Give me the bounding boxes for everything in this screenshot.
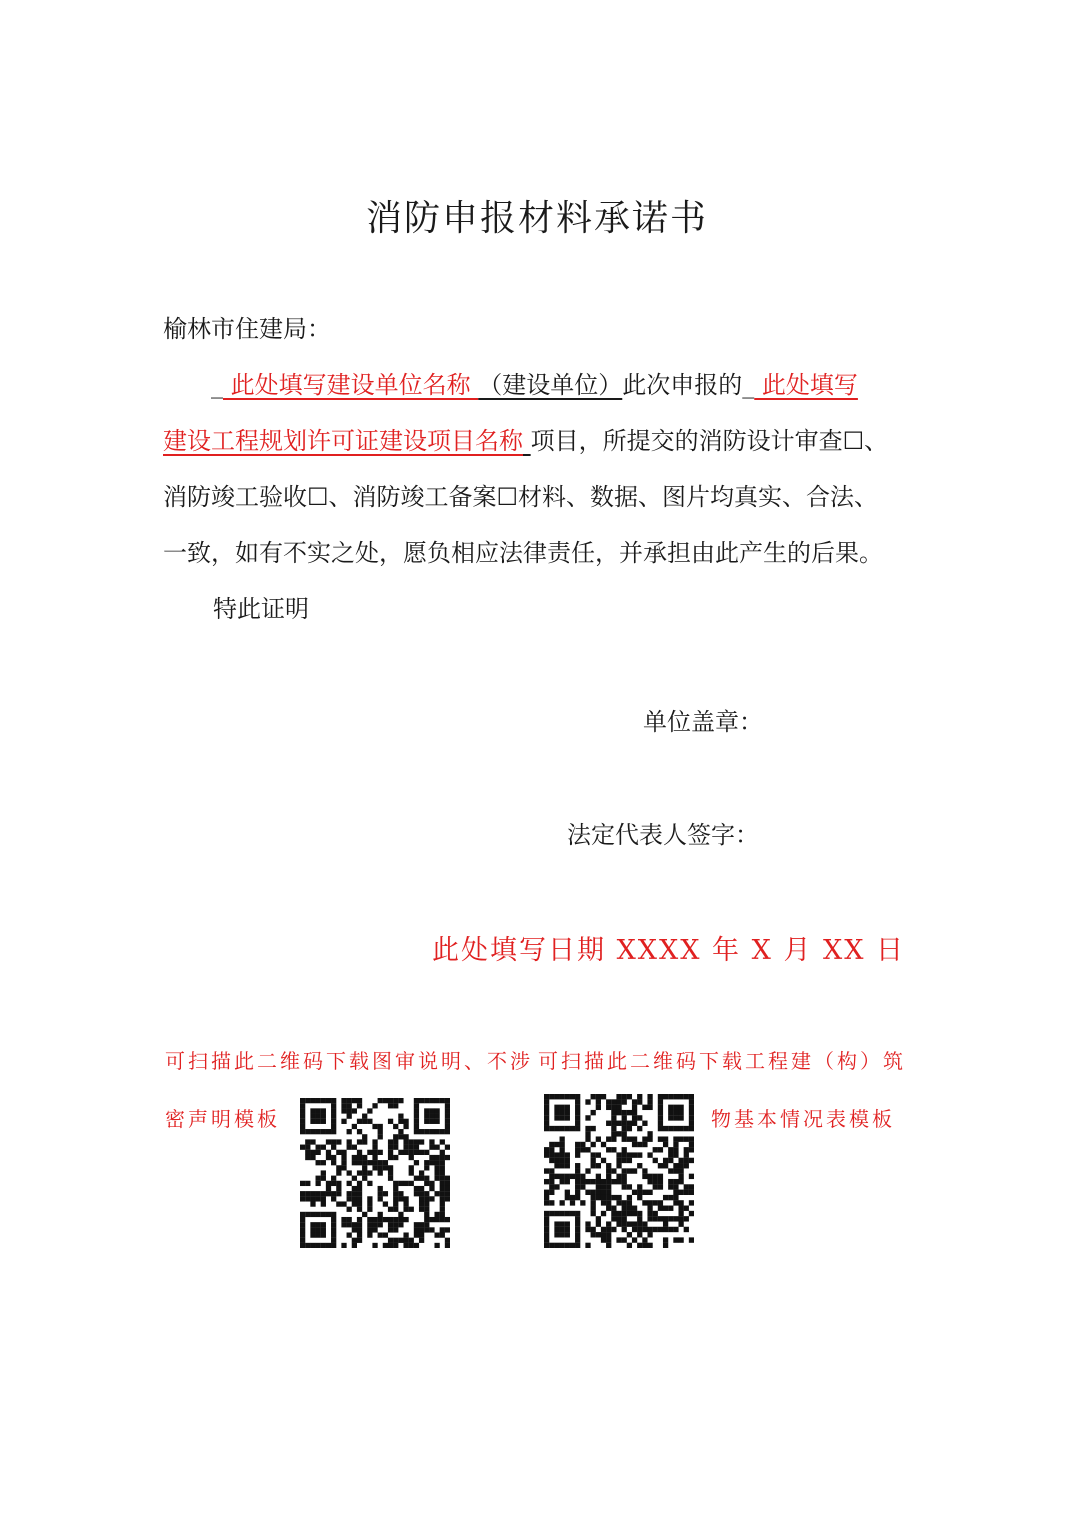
qr-left-caption-line2: 密声明模板 [165,1107,280,1131]
addressee: 榆林市住建局： [163,315,331,343]
blank-underline [523,427,531,455]
project-name-placeholder-part1: 此处填写 [754,371,858,399]
statement-text: 消防竣工验收 [163,483,307,511]
unit-role-label: （建设单位） [478,371,623,399]
checkbox-filing[interactable]: ☐ [496,483,519,511]
qr-left-caption-line1: 可扫描此二维码下载图审说明、不涉 [165,1049,533,1073]
date-placeholder: 此处填写日期 XXXX 年 X 月 XX 日 [432,935,906,966]
statement-text: 此次申报的 [622,371,743,399]
paragraph-line-1 [211,368,858,402]
statement-text: 、消防竣工备案 [328,483,497,511]
blank-underline: _ [211,371,223,399]
legal-rep-signature-label: 法定代表人签字： [567,821,759,849]
qr-right-caption-line2: 物基本情况表模板 [711,1107,895,1131]
paragraph-line-4: 一致，如有不实之处，愿负相应法律责任，并承担由此产生的后果。 [163,539,883,567]
paragraph-line-2 [163,424,888,458]
qr-code-left[interactable] [300,1098,450,1248]
blank-underline: _ [742,371,755,399]
page-title: 消防申报材料承诺书 [365,198,708,239]
unit-name-placeholder: 此处填写建设单位名称 [223,371,479,399]
checkbox-design-review[interactable]: ☐ [842,427,865,455]
closing-text: 特此证明 [213,595,309,623]
statement-text: 项目，所提交的消防设计审查 [530,427,843,455]
qr-code-right[interactable] [544,1094,694,1244]
paragraph-line-3 [163,480,878,514]
statement-text: 材料、数据、图片均真实、合法、 [518,483,879,511]
qr-right-caption-line1: 可扫描此二维码下载工程建（构）筑 [538,1049,906,1073]
unit-seal-label: 单位盖章： [643,708,763,736]
project-name-placeholder-part2: 建设工程规划许可证建设项目名称 [163,427,523,455]
checkbox-acceptance[interactable]: ☐ [307,483,329,511]
statement-text: 、 [864,427,889,455]
